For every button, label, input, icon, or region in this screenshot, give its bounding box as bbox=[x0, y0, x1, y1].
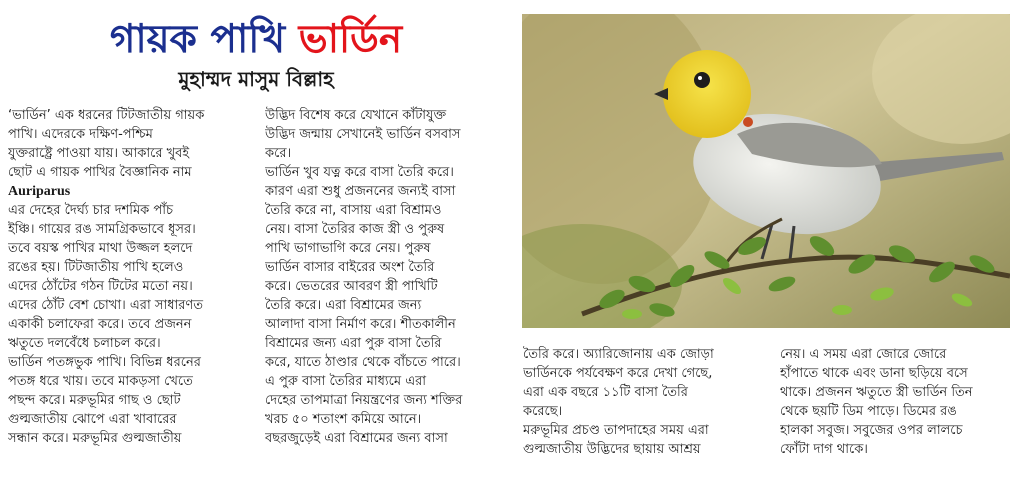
text-line: Auriparus bbox=[8, 184, 71, 199]
text-line: ছোট এ গায়ক পাখির বৈজ্ঞানিক নাম bbox=[8, 165, 192, 180]
text-line: এদের ঠোঁট বেশ চোখা। এরা সাধারণত bbox=[8, 298, 204, 313]
text-line: যুক্তরাষ্ট্রে পাওয়া যায়। আকারে খুবই bbox=[8, 146, 190, 161]
text-line: তৈরি করে। অ্যারিজোনায় এক জোড়া bbox=[523, 347, 714, 362]
text-line: হালকা সবুজ। সবুজের ওপর লালচে bbox=[780, 423, 963, 438]
text-line: নেয়। এ সময় এরা জোরে জোরে bbox=[780, 347, 947, 362]
text-line: ঋতুতে দলবেঁধে চলাচল করে। bbox=[8, 336, 161, 351]
text-line: করেছে। bbox=[523, 404, 563, 419]
article-column-2 bbox=[265, 106, 513, 448]
text-line: নেয়। বাসা তৈরির কাজ স্ত্রী ও পুরুষ bbox=[265, 222, 445, 237]
text-line: তৈরি করে না, বাসায় এরা বিশ্রামও bbox=[265, 203, 442, 218]
author-byline: মুহাম্মদ মাসুম বিল্লাহ bbox=[178, 67, 334, 91]
text-line: ভার্ডিন খুব যত্ন করে বাসা তৈরি করে। bbox=[265, 165, 454, 180]
text-line: খরচ ৫০ শতাংশ কমিয়ে আনে। bbox=[265, 412, 422, 427]
text-line: পছন্দ করে। মরুভূমির গাছ ও ছোট bbox=[8, 393, 181, 408]
text-line: পতঙ্গ ধরে খায়। তবে মাকড়সা খেতে bbox=[8, 374, 193, 389]
text-line: পাখি ভাগাভাগি করে নেয়। পুরুষ bbox=[265, 241, 431, 256]
verdin-bird-photo bbox=[522, 14, 1010, 328]
article-column-4 bbox=[780, 345, 1018, 459]
headline-part-red: ভার্ডিন bbox=[298, 17, 403, 62]
bird-illustration bbox=[522, 14, 1010, 328]
text-line: এর দেহের দৈর্ঘ্য চার দশমিক পাঁচ bbox=[8, 203, 173, 218]
text-line: করে। ভেতরের আবরণ স্ত্রী পাখিটি bbox=[265, 279, 438, 294]
text-line: সন্ধান করে। মরুভূমির গুল্মজাতীয় bbox=[8, 431, 182, 446]
text-line: গুল্মজাতীয় উদ্ভিদের ছায়ায় আশ্রয় bbox=[523, 442, 701, 457]
text-line: করে, যাতে ঠাণ্ডার থেকে বাঁচতে পারে। bbox=[265, 355, 461, 370]
headline bbox=[0, 14, 512, 66]
text-line: একাকী চলাফেরা করে। তবে প্রজনন bbox=[8, 317, 192, 332]
text-line: পাখি। এদেরকে দক্ষিণ-পশ্চিম bbox=[8, 127, 153, 142]
text-line: ভার্ডিন বাসার বাইরের অংশ তৈরি bbox=[265, 260, 435, 275]
text-line: করে। bbox=[265, 146, 292, 161]
text-line: এদের ঠোঁটের গঠন টিটের মতো নয়। bbox=[8, 279, 193, 294]
text-line: উদ্ভিদ বিশেষ করে যেখানে কাঁটাযুক্ত bbox=[265, 108, 447, 123]
text-line: এরা এক বছরে ১১টি বাসা তৈরি bbox=[523, 385, 688, 400]
text-line: থেকে ছয়টি ডিম পাড়ে। ডিমের রঙ bbox=[780, 404, 957, 419]
text-line: ইঞ্চি। গায়ের রঙ সামগ্রিকভাবে ধূসর। bbox=[8, 222, 196, 237]
text-line: আলাদা বাসা নির্মাণ করে। শীতকালীন bbox=[265, 317, 456, 332]
text-line: তৈরি করে। এরা বিশ্রামের জন্য bbox=[265, 298, 422, 313]
text-line: দেহের তাপমাত্রা নিয়ন্ত্রণের জন্য শক্তির bbox=[265, 393, 463, 408]
text-line: এ পুরু বাসা তৈরির মাধ্যমে এরা bbox=[265, 374, 427, 389]
text-line: রঙের হয়। টিটজাতীয় পাখি হলেও bbox=[8, 260, 184, 275]
text-line: গুল্মজাতীয় ঝোপে এরা খাবারের bbox=[8, 412, 177, 427]
text-line: ভার্ডিন পতঙ্গভুক পাখি। বিভিন্ন ধরনের bbox=[8, 355, 201, 370]
text-line: হাঁপাতে থাকে এবং ডানা ছড়িয়ে বসে bbox=[780, 366, 968, 381]
article-column-1 bbox=[8, 106, 256, 448]
text-line: বিশ্রামের জন্য এরা পুরু বাসা তৈরি bbox=[265, 336, 442, 351]
text-line: ফোঁটা দাগ থাকে। bbox=[780, 442, 868, 457]
headline-part-blue: গায়ক পাখি bbox=[109, 17, 299, 62]
text-line: ভার্ডিনকে পর্যবেক্ষণ করে দেখা গেছে, bbox=[523, 366, 713, 381]
text-line: কারণ এরা শুধু প্রজননের জন্যই বাসা bbox=[265, 184, 456, 199]
text-line: উদ্ভিদ জন্মায় সেখানেই ভার্ডিন বসবাস bbox=[265, 127, 461, 142]
text-line: তবে বয়স্ক পাখির মাথা উজ্জল হলদে bbox=[8, 241, 193, 256]
text-line: ‘ভার্ডিন’ এক ধরনের টিটজাতীয় গায়ক bbox=[8, 108, 205, 123]
text-line: বছরজুড়েই এরা বিশ্রামের জন্য বাসা bbox=[265, 431, 448, 446]
text-line: মরুভূমির প্রচণ্ড তাপদাহের সময় এরা bbox=[523, 423, 709, 438]
article-column-3 bbox=[523, 345, 771, 459]
text-line: থাকে। প্রজনন ঋতুতে স্ত্রী ভার্ডিন তিন bbox=[780, 385, 973, 400]
